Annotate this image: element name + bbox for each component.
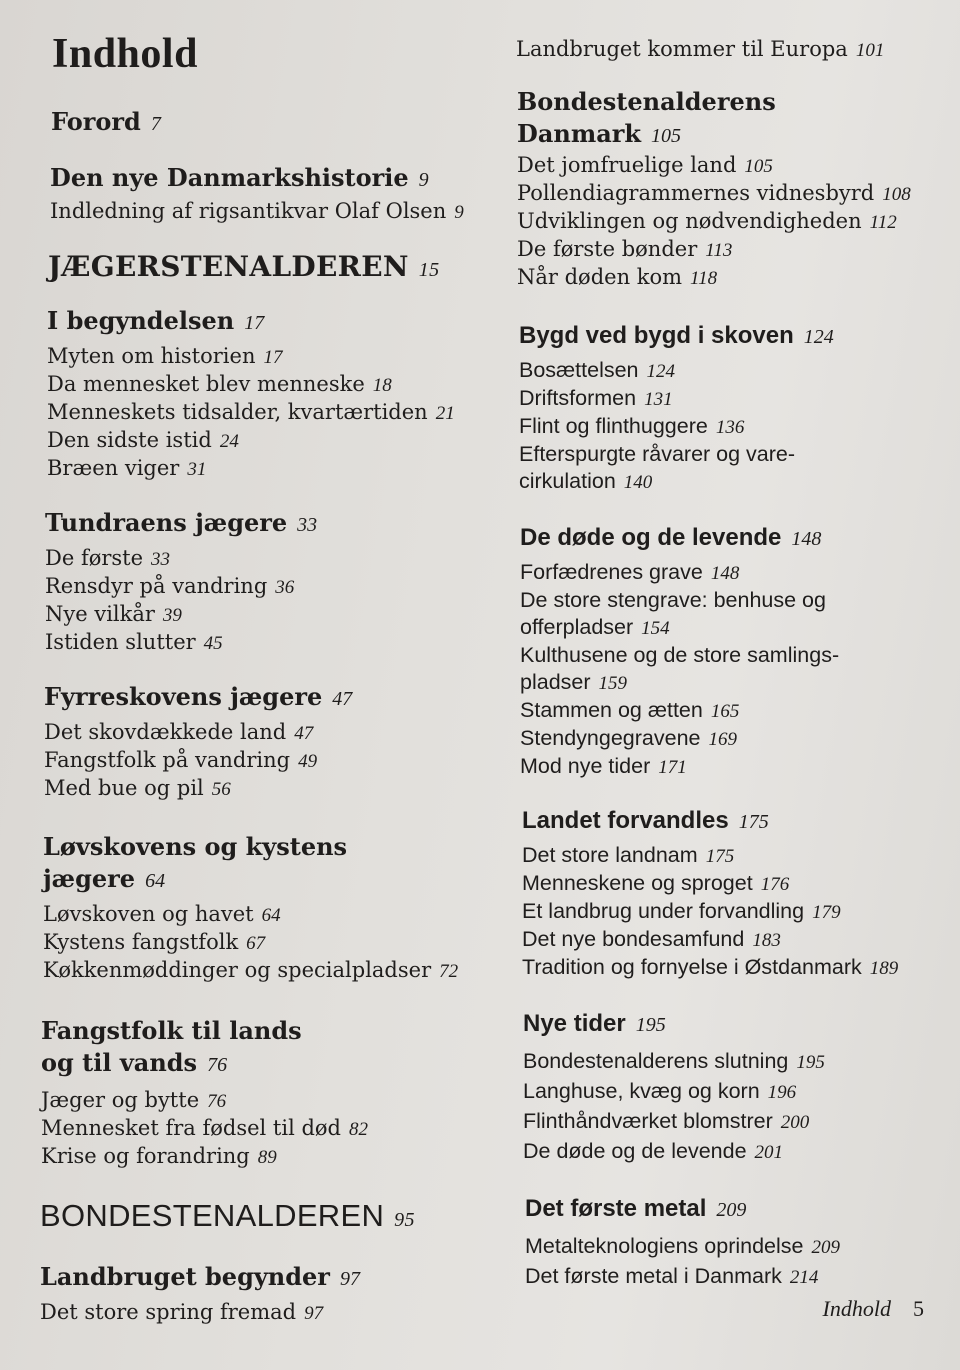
entry-text: Det jomfruelige land bbox=[517, 153, 737, 177]
page-ref: 97 bbox=[339, 1268, 360, 1290]
page-ref: 15 bbox=[418, 259, 440, 281]
entry-list bbox=[44, 719, 468, 803]
entry-text: Stammen og ætten bbox=[520, 698, 703, 722]
toc-chapter-landet-forvandles bbox=[522, 805, 934, 982]
toc-entry bbox=[522, 870, 934, 898]
toc-entry bbox=[517, 208, 934, 236]
page-ref: 56 bbox=[211, 779, 231, 800]
toc-chapter-lovskovens-og-kystens-jaegere bbox=[43, 831, 468, 985]
toc-entry bbox=[525, 1232, 934, 1262]
entry-text: Kystens fangstfolk bbox=[43, 930, 239, 954]
page-ref: 47 bbox=[294, 723, 314, 744]
entry-list bbox=[519, 357, 934, 496]
entry-text: Flinthåndværket blomstrer bbox=[523, 1109, 773, 1133]
entry-text: Bondestenalderens slutning bbox=[523, 1049, 789, 1073]
entry-text: Mennesket fra fødsel til død bbox=[41, 1116, 341, 1140]
page-title: Indhold bbox=[52, 31, 198, 77]
toc-chapter-fyrreskovens-jaegere bbox=[44, 681, 468, 803]
page-ref: 82 bbox=[349, 1119, 368, 1140]
entry-text-line-1: De store stengrave: benhuse og bbox=[520, 588, 826, 612]
page-ref: 95 bbox=[394, 1209, 415, 1231]
entry-text: Det første metal i Danmark bbox=[525, 1264, 782, 1288]
entry-text: Det store spring fremad bbox=[40, 1300, 297, 1324]
page-ref: 136 bbox=[715, 417, 745, 438]
page-ref: 189 bbox=[869, 958, 899, 979]
page-ref: 209 bbox=[716, 1199, 747, 1221]
page-ref: 39 bbox=[162, 605, 182, 626]
chapter-title: Tundraens jægere bbox=[45, 508, 288, 537]
entry-list bbox=[523, 1047, 934, 1167]
page-ref: 124 bbox=[646, 361, 676, 382]
page-ref: 176 bbox=[760, 874, 790, 895]
page-ref: 24 bbox=[219, 431, 239, 452]
entry-text: Når døden kom bbox=[517, 265, 683, 289]
page-ref: 113 bbox=[705, 240, 733, 261]
entry-text: Langhuse, kvæg og korn bbox=[523, 1079, 760, 1103]
page-ref: 67 bbox=[246, 933, 266, 954]
page-ref: 49 bbox=[298, 751, 318, 772]
page-ref: 33 bbox=[297, 514, 318, 536]
page-ref: 169 bbox=[708, 729, 738, 750]
entry-text: Myten om historien bbox=[47, 344, 256, 368]
toc-entry bbox=[44, 719, 468, 747]
entry-list bbox=[520, 559, 934, 781]
chapter-heading bbox=[522, 805, 934, 838]
entry-text-line-1: Kulthusene og de store samlings- bbox=[520, 643, 840, 667]
toc-entry bbox=[41, 1115, 468, 1143]
toc-entry bbox=[45, 545, 468, 573]
toc-entry bbox=[523, 1107, 934, 1137]
entry-text: Bosættelsen bbox=[519, 358, 639, 382]
chapter-heading bbox=[520, 522, 934, 555]
chapter-title: Løvskovens og kystens jægere bbox=[43, 832, 348, 893]
toc-entry bbox=[522, 954, 934, 982]
chapter-title: Landet forvandles bbox=[522, 807, 729, 834]
toc-chapter-forord bbox=[51, 106, 468, 140]
toc-chapter-i-begyndelsen bbox=[47, 305, 468, 483]
toc-entry bbox=[47, 455, 468, 483]
toc-chapter-tundraens-jaegere bbox=[45, 507, 468, 657]
chapter-title: Bondestenalderens Danmark bbox=[517, 87, 776, 148]
toc-entry bbox=[45, 629, 468, 657]
entry-text-line-2: pladser bbox=[520, 670, 591, 694]
page-ref: 118 bbox=[690, 268, 718, 289]
chapter-heading bbox=[523, 1008, 934, 1041]
chapter-heading bbox=[519, 320, 934, 353]
chapter-title: Det første metal bbox=[525, 1195, 707, 1222]
page-ref: 148 bbox=[791, 528, 822, 550]
toc-entry bbox=[47, 399, 468, 427]
entry-text-line-2: offerpladser bbox=[520, 615, 634, 639]
entry-list bbox=[522, 842, 934, 982]
chapter-heading bbox=[51, 106, 468, 140]
entry-text: De første bbox=[45, 546, 144, 570]
page-ref: 9 bbox=[418, 169, 429, 191]
page-ref: 101 bbox=[855, 40, 885, 61]
toc-chapter-det-forste-metal bbox=[525, 1193, 934, 1292]
chapter-heading bbox=[517, 86, 934, 152]
entry-text: Det store landnam bbox=[522, 843, 698, 867]
part-title: BONDESTENALDEREN bbox=[40, 1198, 385, 1233]
toc-entry bbox=[47, 371, 468, 399]
page-ref: 36 bbox=[275, 577, 295, 598]
page-ref: 201 bbox=[754, 1142, 784, 1163]
toc-entry bbox=[43, 901, 468, 929]
chapter-title: Forord bbox=[51, 107, 141, 136]
page-ref: 21 bbox=[435, 403, 455, 424]
page-ref: 105 bbox=[651, 125, 682, 147]
page-ref: 214 bbox=[789, 1267, 819, 1288]
entry-text-line-2: cirkulation bbox=[519, 469, 616, 493]
toc-entry bbox=[519, 385, 934, 413]
entry-list bbox=[41, 1087, 468, 1171]
toc-entry bbox=[520, 697, 934, 725]
toc-entry bbox=[523, 1047, 934, 1077]
page-ref: 18 bbox=[372, 375, 392, 396]
toc-entry bbox=[44, 747, 468, 775]
entry-list bbox=[40, 1299, 468, 1327]
chapter-title: Fyrreskovens jægere bbox=[44, 682, 323, 711]
page-ref: 76 bbox=[207, 1054, 228, 1076]
toc-entry bbox=[520, 587, 934, 642]
part-heading-jaegerstenalderen bbox=[48, 248, 468, 289]
page-ref: 175 bbox=[738, 811, 769, 833]
page-ref: 89 bbox=[257, 1147, 277, 1168]
entry-list bbox=[516, 36, 934, 64]
entry-text: Den sidste istid bbox=[47, 428, 212, 452]
entry-text: Rensdyr på vandring bbox=[45, 574, 268, 598]
page-ref: 64 bbox=[261, 905, 281, 926]
page-ref: 64 bbox=[145, 870, 166, 892]
chapter-title: I begyndelsen bbox=[47, 306, 235, 335]
chapter-title: De døde og de levende bbox=[520, 524, 782, 551]
entry-list bbox=[517, 152, 934, 292]
entry-text: Da mennesket blev menneske bbox=[47, 372, 365, 396]
page-ref: 9 bbox=[454, 202, 464, 223]
entry-text: Fangstfolk på vandring bbox=[44, 748, 291, 772]
toc-entry bbox=[47, 427, 468, 455]
chapter-heading bbox=[43, 831, 468, 897]
page-ref: 124 bbox=[803, 326, 834, 348]
chapter-title: Landbruget begynder bbox=[40, 1262, 330, 1291]
entry-text: Landbruget kommer til Europa bbox=[516, 37, 848, 61]
page-ref: 154 bbox=[641, 618, 670, 639]
toc-entry bbox=[40, 1299, 468, 1327]
toc-chapter-bygd-ved-bygd-i-skoven bbox=[519, 320, 934, 496]
entry-text: Jæger og bytte bbox=[41, 1088, 200, 1112]
toc-chapter-fangstfolk-til-lands bbox=[41, 1015, 468, 1171]
page-ref: 7 bbox=[150, 113, 161, 135]
toc-entry bbox=[519, 357, 934, 385]
chapter-heading bbox=[41, 1015, 468, 1081]
page-ref: 195 bbox=[635, 1014, 666, 1036]
page-ref: 196 bbox=[767, 1082, 797, 1103]
entry-text: De døde og de levende bbox=[523, 1139, 747, 1163]
toc-entry bbox=[520, 753, 934, 781]
toc-entry bbox=[41, 1087, 468, 1115]
page-ref: 179 bbox=[812, 902, 841, 923]
toc-entry bbox=[525, 1262, 934, 1292]
entry-text: Tradition og fornyelse i Østdanmark bbox=[522, 955, 862, 979]
page-ref: 112 bbox=[869, 212, 897, 233]
toc-chapter-de-dode-og-de-levende bbox=[520, 522, 934, 781]
page-footer bbox=[823, 1296, 924, 1322]
entry-text: Bræen viger bbox=[47, 456, 180, 480]
toc-entry bbox=[43, 929, 468, 957]
toc-entry bbox=[517, 152, 934, 180]
toc-chapter-landbruget-begynder bbox=[40, 1261, 468, 1327]
chapter-heading bbox=[40, 1261, 468, 1295]
toc-entry bbox=[522, 926, 934, 954]
entry-text: Menneskene og sproget bbox=[522, 871, 753, 895]
toc-entry bbox=[519, 413, 934, 441]
chapter-heading bbox=[45, 507, 468, 541]
entry-list bbox=[45, 545, 468, 657]
entry-text: Istiden slutter bbox=[45, 630, 196, 654]
entry-text: Løvskoven og havet bbox=[43, 902, 254, 926]
toc-entry bbox=[50, 198, 468, 226]
toc-entry bbox=[41, 1143, 468, 1171]
toc-entry bbox=[45, 573, 468, 601]
entry-text: Nye vilkår bbox=[45, 602, 155, 626]
entry-text: Det skovdækkede land bbox=[44, 720, 287, 744]
toc-left-column bbox=[38, 30, 468, 1327]
chapter-heading bbox=[44, 681, 468, 715]
entry-list bbox=[47, 343, 468, 483]
running-footer-label: Indhold bbox=[822, 1296, 891, 1321]
toc-entry bbox=[516, 36, 934, 64]
page-ref: 183 bbox=[752, 930, 781, 951]
page-ref: 209 bbox=[811, 1237, 840, 1258]
entry-text: Pollendiagrammernes vidnesbyrd bbox=[517, 181, 875, 205]
entry-text: Indledning af rigsantikvar Olaf Olsen bbox=[50, 199, 447, 223]
page-ref: 148 bbox=[710, 563, 740, 584]
page-number: 5 bbox=[913, 1296, 924, 1321]
toc-entry bbox=[522, 842, 934, 870]
entry-text: Det nye bondesamfund bbox=[522, 927, 745, 951]
page-ref: 33 bbox=[151, 549, 171, 570]
toc-entry bbox=[520, 725, 934, 753]
page-ref: 17 bbox=[263, 347, 283, 368]
page-ref: 200 bbox=[780, 1112, 810, 1133]
entry-list bbox=[50, 198, 468, 226]
entry-text: Med bue og pil bbox=[44, 776, 204, 800]
page-ref: 131 bbox=[644, 389, 673, 410]
toc-entry bbox=[44, 775, 468, 803]
entry-text: Metalteknologiens oprindelse bbox=[525, 1234, 804, 1258]
entry-text-line-1: Efterspurgte råvarer og vare- bbox=[519, 442, 796, 466]
entry-text: Driftsformen bbox=[519, 386, 637, 410]
toc-entry bbox=[517, 236, 934, 264]
page-ref: 97 bbox=[304, 1303, 324, 1324]
entry-text: Stendyngegravene bbox=[520, 726, 701, 750]
page-ref: 17 bbox=[244, 312, 265, 334]
toc-entry bbox=[523, 1077, 934, 1107]
toc-entry bbox=[520, 559, 934, 587]
chapter-heading bbox=[525, 1193, 934, 1226]
toc-entry bbox=[47, 343, 468, 371]
entry-text: Menneskets tidsalder, kvartærtiden bbox=[47, 400, 428, 424]
chapter-title: Nye tider bbox=[523, 1010, 626, 1037]
chapter-heading bbox=[50, 162, 468, 196]
page-ref: 31 bbox=[187, 459, 207, 480]
toc-chapter-nye-tider bbox=[523, 1008, 934, 1167]
page-ref: 171 bbox=[658, 757, 687, 778]
entry-text: Et landbrug under forvandling bbox=[522, 899, 805, 923]
chapter-title: Bygd ved bygd i skoven bbox=[519, 322, 794, 349]
page-ref: 165 bbox=[710, 701, 740, 722]
entry-text: Mod nye tider bbox=[520, 754, 651, 778]
entry-text: Flint og flinthuggere bbox=[519, 414, 708, 438]
part-title: JÆGERSTENALDEREN bbox=[48, 250, 409, 283]
entry-text: Krise og forandring bbox=[41, 1144, 250, 1168]
part-heading-bondestenalderen bbox=[40, 1197, 468, 1239]
page-ref: 45 bbox=[203, 633, 223, 654]
entry-list bbox=[525, 1232, 934, 1292]
entry-text: De første bønder bbox=[517, 237, 698, 261]
toc-entry bbox=[523, 1137, 934, 1167]
page-ref: 140 bbox=[623, 472, 653, 493]
toc-entry bbox=[517, 180, 934, 208]
page-ref: 76 bbox=[207, 1091, 227, 1112]
chapter-title-line-2: og til vands bbox=[41, 1048, 198, 1077]
page-ref: 105 bbox=[744, 156, 773, 177]
toc-entry bbox=[520, 642, 934, 697]
entry-text: Forfædrenes grave bbox=[520, 560, 703, 584]
page-ref: 159 bbox=[598, 673, 628, 694]
entry-text: Køkkenmøddinger og specialpladser bbox=[43, 958, 432, 982]
chapter-title: Den nye Danmarkshistorie bbox=[50, 163, 409, 192]
toc-entry bbox=[519, 441, 934, 496]
toc-chapter-den-nye-danmarkshistorie bbox=[50, 162, 468, 226]
entry-text: Udviklingen og nødvendigheden bbox=[517, 209, 862, 233]
page-ref: 175 bbox=[705, 846, 735, 867]
entry-list bbox=[43, 901, 468, 985]
page-ref: 195 bbox=[796, 1052, 825, 1073]
page-ref: 47 bbox=[332, 688, 353, 710]
chapter-title-line-1: Fangstfolk til lands bbox=[41, 1016, 302, 1045]
toc-entry bbox=[43, 957, 468, 985]
toc-chapter-bondestenalderens-danmark bbox=[517, 86, 934, 292]
toc-right-column bbox=[514, 36, 934, 1292]
toc-entry bbox=[45, 601, 468, 629]
page-ref: 108 bbox=[882, 184, 911, 205]
toc-entry bbox=[517, 264, 934, 292]
chapter-heading bbox=[47, 305, 468, 339]
toc-entry bbox=[522, 898, 934, 926]
page-ref: 72 bbox=[439, 961, 459, 982]
